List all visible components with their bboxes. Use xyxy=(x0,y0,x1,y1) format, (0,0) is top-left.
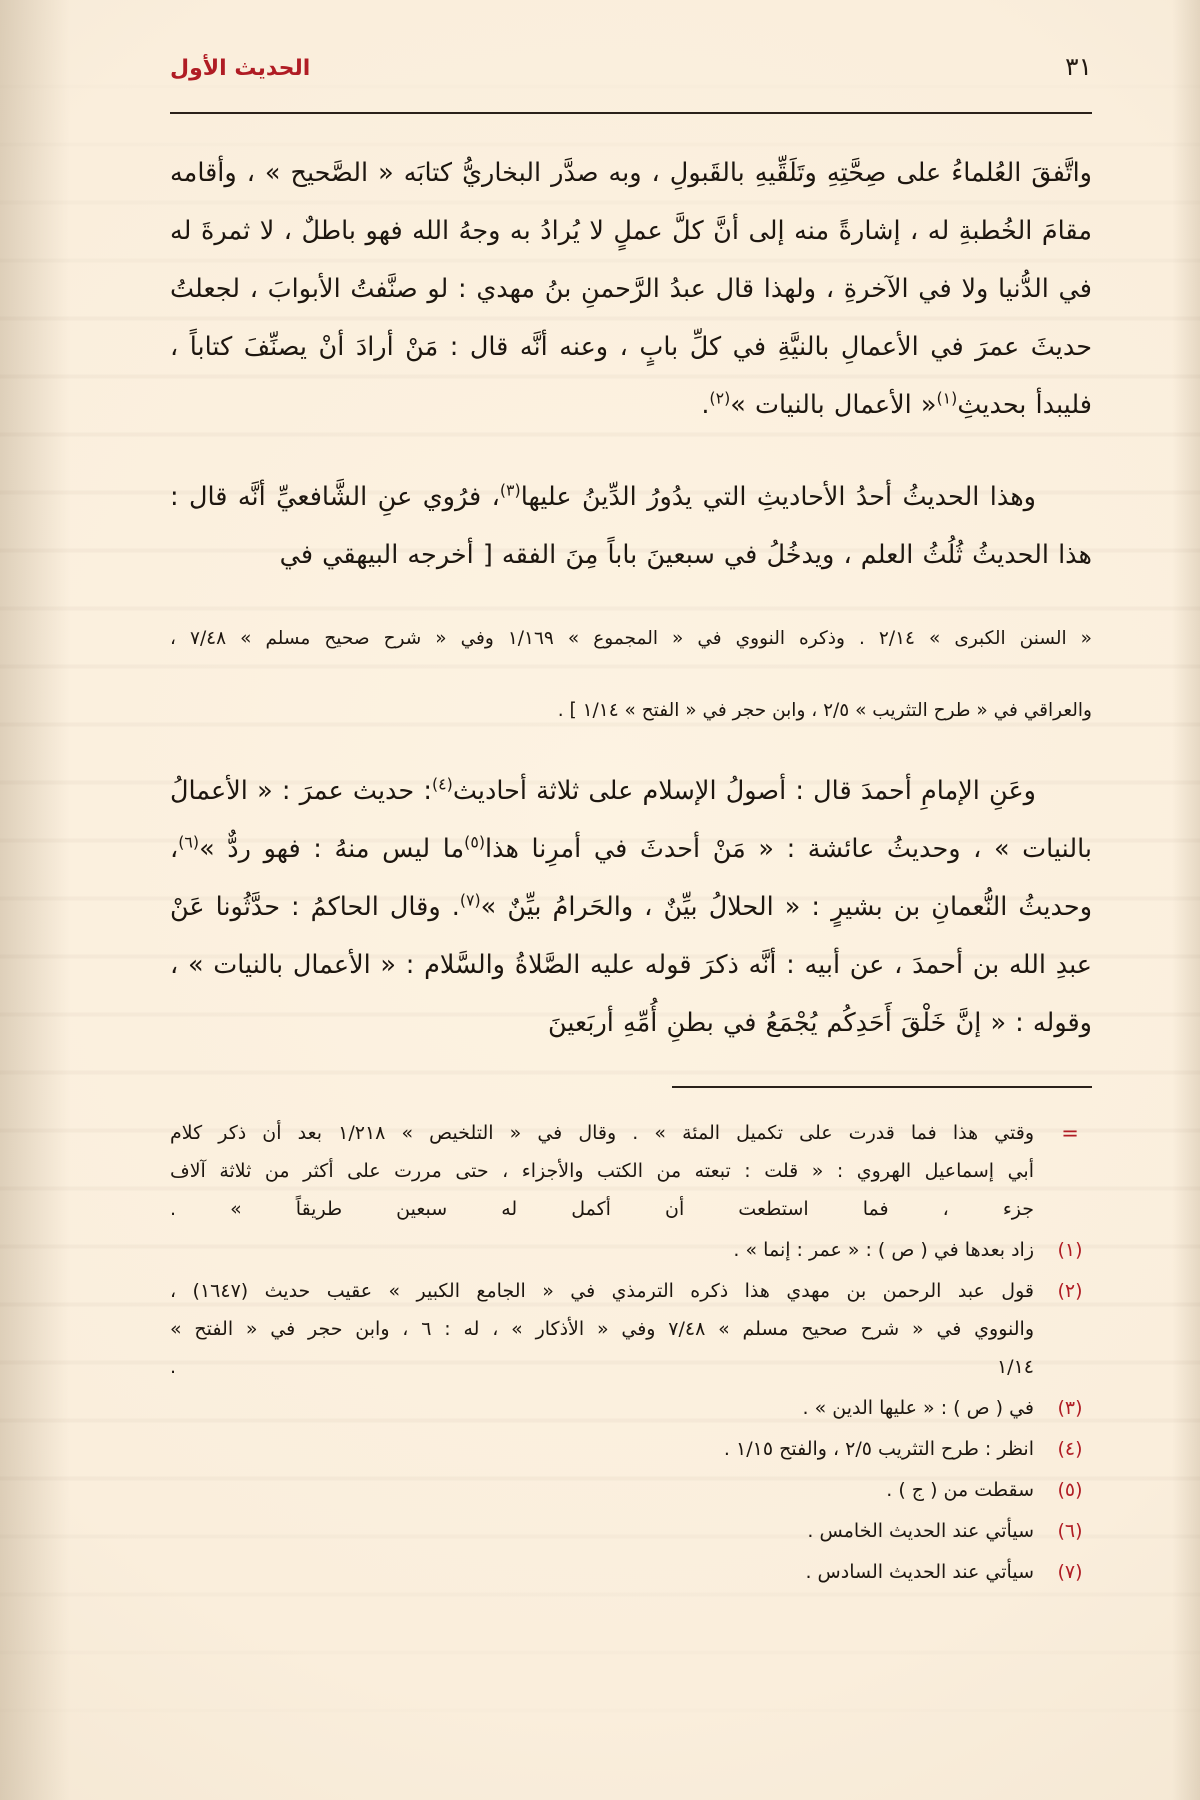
paragraph-3-h: الحاكمُ : حدَّثُونا عَنْ عبدِ الله بن أحمدَ ، عن أبيه : أنَّه ذكرَ قوله عليه الصَّلاةُ xyxy=(170,892,1092,980)
footnote-text: انظر : طرح التثريب ٢/٥ ، والفتح ١/١٥ . xyxy=(723,1438,1034,1460)
paragraph-1-tail: . xyxy=(701,390,710,420)
paragraph-3-e: ردٌّ » xyxy=(199,834,251,864)
paragraph-1-text: واتَّفقَ العُلماءُ على صِحَّتِهِ وتَلَقِّيهِ بالقَبولِ ، وبه صدَّر البخاريُّ كتابَه « الصَّحيح » ، وأقامه مقامَ الخُطبةِ له ، إشارةً منه إلى أنَّ كلَّ عملٍ لا يُرادُ به وجهُ الله فهو باطلٌ ، لا ثمرةَ له في الدُّنيا ولا في الآخرةِ ، ولهذا قال عبدُ الرَّحمنِ بنُ مهدي : لو صنَّفتُ الأبوابَ ، لجعلتُ حديثَ عمرَ في الأعمالِ بالنيَّةِ في كلِّ بابٍ ، وعنه أنَّه قال : مَنْ أرادَ أنْ يصنِّفَ كتاباً ، فليبدأ بحديثِ xyxy=(170,158,1092,420)
paragraph-3-g: . وقال xyxy=(389,892,460,922)
footnote-ref-4[interactable]: (٤) xyxy=(431,774,453,794)
paragraph-2-line-1b: ، فرُوي عنِ الشَّافعيِّ أنَّه xyxy=(237,482,500,512)
paragraph-2-line-1: وهذا الحديثُ أحدُ الأحاديثِ التي يدُورُ الدِّينُ عليها xyxy=(520,482,1036,512)
page-number: ٣١ xyxy=(1065,52,1092,81)
footnote-line: ١/١٤ . xyxy=(170,1356,1034,1378)
footnote-marker: (٤) xyxy=(1057,1438,1083,1460)
footnote-item[interactable] xyxy=(170,1272,1092,1386)
footnote-text: زاد بعدها في ( ص ) : « عمر : إنما » . xyxy=(733,1239,1034,1261)
footnote-text: سقطت من ( ج ) . xyxy=(886,1479,1034,1501)
body-paragraph-2 xyxy=(170,468,1092,584)
footnote-marker: (٥) xyxy=(1057,1479,1083,1501)
footnote-continuation-line: وقتي هذا فما قدرت على تكميل المئة » . وقال في « التلخيص » ١/٢١٨ بعد أن ذكر كلام xyxy=(170,1122,1035,1144)
footnote-marker: (٢) xyxy=(1057,1280,1083,1302)
paragraph-3-f: ، وحديثُ النُّعمانِ بن بشيرٍ : « الحلالُ بيِّنٌ ، والحَرامُ بيِّنٌ » xyxy=(170,834,1093,922)
footnote-continuation-line: أبي إسماعيل الهروي : « قلت : تبعته من الكتب والأجزاء ، حتى مررت على أكثر من ثلاثة آلاف xyxy=(170,1160,1034,1182)
footnote-text: سيأتي عند الحديث الخامس . xyxy=(807,1520,1034,1542)
footnote-text: سيأتي عند الحديث السادس . xyxy=(805,1561,1034,1583)
footnote-separator-wrap xyxy=(170,1086,1092,1088)
paragraph-3-d: ما ليس منهُ : فهو xyxy=(263,834,465,864)
footnote-text xyxy=(170,1272,1034,1386)
footnote-ref-3[interactable]: (٣) xyxy=(499,480,521,500)
footnote-separator-rule xyxy=(672,1086,1092,1088)
paragraph-1-quote: « الأعمال بالنيات » xyxy=(730,390,937,420)
footnote-line: والنووي في « شرح صحيح مسلم » ٧/٤٨ وفي « الأذكار » ، له : ٦ ، وابن حجر في « الفتح » xyxy=(170,1318,1034,1340)
footnote-marker: (٣) xyxy=(1057,1397,1083,1419)
footnote-marker: (٧) xyxy=(1057,1561,1083,1583)
header-rule xyxy=(170,112,1092,114)
citation-line-1: « السنن الكبرى » ٢/١٤ . وذكره النووي في « المجموع » ١/١٦٩ وفي « شرح صحيح مسلم » ٧/٤٨ ، xyxy=(170,628,1092,649)
footnote-item[interactable] xyxy=(170,1512,1092,1550)
footnote-text: في ( ص ) : « عليها الدين » . xyxy=(802,1397,1034,1419)
footnote-item[interactable] xyxy=(170,1389,1092,1427)
citation-line-2: والعراقي في « طرح التثريب » ٢/٥ ، وابن حجر في « الفتح » ١/١٤ ] . xyxy=(557,700,1092,721)
footnote-ref-7[interactable]: (٧) xyxy=(459,890,481,910)
footnote-continuation-line: جزء ، فما استطعت أن أكمل له سبعين طريقاً » . xyxy=(170,1198,1034,1220)
footnote-ref-6[interactable]: (٦) xyxy=(178,832,200,852)
footnote-list xyxy=(170,1114,1092,1591)
footnote-line: قول عبد الرحمن بن مهدي هذا ذكره الترمذي في « الجامع الكبير » عقيب حديث (١٦٤٧) ، xyxy=(170,1280,1034,1302)
paragraph-3-c: « الأعمالُ بالنيات » ، وحديثُ عائشة : « مَنْ أحدثَ في أمرِنا هذا xyxy=(170,776,1092,864)
footnote-item[interactable] xyxy=(170,1231,1092,1269)
footnote-marker: (١) xyxy=(1057,1239,1083,1261)
footnote-ref-1[interactable]: (١) xyxy=(936,388,958,408)
footnote-ref-2[interactable]: (٢) xyxy=(709,388,731,408)
footnote-continuation-marker: = xyxy=(1061,1121,1079,1145)
paragraph-3-b: : حديث عمرَ : xyxy=(281,776,432,806)
footnote-item[interactable] xyxy=(170,1430,1092,1468)
footnote-continuation xyxy=(170,1114,1092,1228)
footnote-marker: (٦) xyxy=(1057,1520,1083,1542)
footnote-continuation-text xyxy=(170,1114,1034,1228)
footnote-item[interactable] xyxy=(170,1553,1092,1591)
paragraph-2-line-2: قال : هذا الحديثُ ثُلُثُ العلم ، ويدخُلُ في سبعينَ باباً مِنَ الفقه [ أخرجه البيهقي في xyxy=(170,482,1092,570)
footnote-item[interactable] xyxy=(170,1471,1092,1509)
body-paragraph-1 xyxy=(170,144,1092,434)
body-paragraph-3 xyxy=(170,762,1092,1052)
running-head xyxy=(170,52,1092,98)
footnote-ref-5[interactable]: (٥) xyxy=(464,832,485,852)
paragraph-3-i: والسَّلام : « الأعمال بالنيات » ، وقوله : « إنَّ خَلْقَ أَحَدِكُم يُجْمَعُ في بطنِ أُمِّهِ أربَعينَ xyxy=(170,950,1092,1038)
running-head-title: الحديث الأول xyxy=(170,56,311,81)
paragraph-3-a: وعَنِ الإمامِ أحمدَ قال : أصولُ الإسلام على ثلاثة أحاديث xyxy=(452,776,1036,806)
